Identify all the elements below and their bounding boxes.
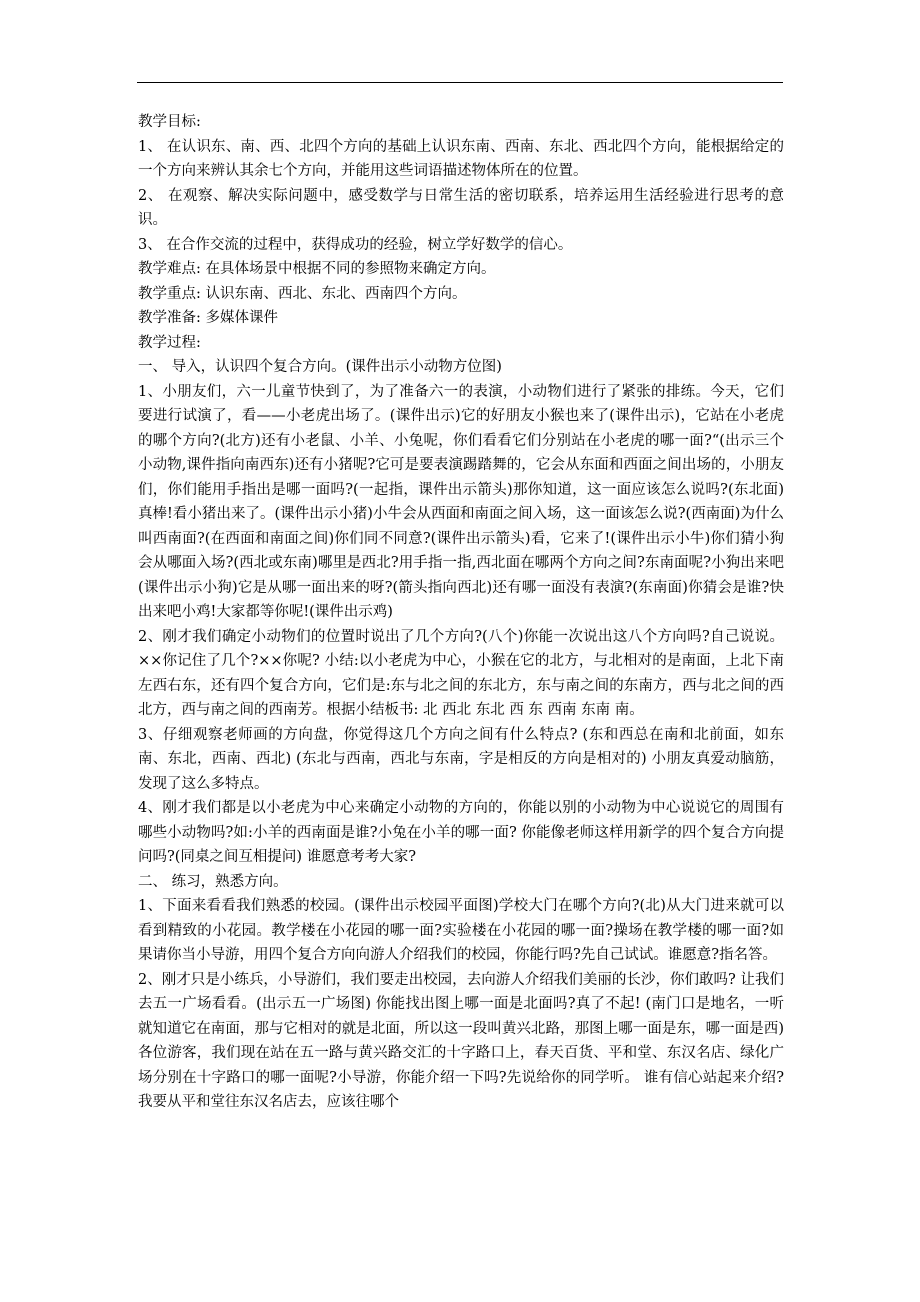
difficulty-line: 教学难点: 在具体场景中根据不同的参照物来确定方向。	[138, 261, 496, 277]
objective-3: 3、 在合作交流的过程中，获得成功的经验，树立学好数学的信心。	[138, 236, 573, 253]
focus-line: 教学重点: 认识东南、西北、东北、西南四个方向。	[138, 285, 467, 302]
preparation-line: 教学准备: 多媒体课件	[138, 310, 278, 326]
section-2-heading: 二、 练习，熟悉方向。	[138, 873, 288, 890]
header-rule	[137, 82, 783, 83]
document-body	[138, 110, 784, 1115]
objectives-heading: 教学目标:	[138, 114, 201, 130]
paragraph-1-4: 4、刚才我们都是以小老虎为中心来确定小动物的方向的，你能以别的小动物为中心说说它的周围有哪些小动物吗?如:小羊的西南面是谁?小兔在小羊的哪一面? 你能像老师这样用新学的四个复合方向提问吗?(同桌之间互相提问) 谁愿意考考大家?	[138, 800, 784, 865]
paragraph-1-2: 2、刚才我们确定小动物们的位置时说出了几个方向?(八个)你能一次说出这八个方向吗?自己说说。××你记住了几个?××你呢? 小结:以小老虎为中心，小猴在它的北方，与北相对的是南面，上北下南左西右东，还有四个复合方向，它们是:东与北之间的东北方，东与南之间的东南方，西与北之间的西北方，西与南之间的西南芳。根据小结板书: 北 西北 东北 西 东 西南 东南 南。	[138, 628, 784, 718]
section-1-heading: 一、 导入，认识四个复合方向。(课件出示小动物方位图)	[138, 359, 502, 375]
paragraph-1-3: 3、仔细观察老师画的方向盘，你觉得这几个方向之间有什么特点? (东和西总在南和北前面，如东南、东北，西南、西北) (东北与西南，西北与东南，字是相反的方向是相对的) 小朋友真爱动脑筋，发现了这么多特点。	[138, 726, 784, 792]
paragraph-2-1: 1、下面来看看我们熟悉的校园。(课件出示校园平面图)学校大门在哪个方向?(北)从大门进来就可以看到精致的小花园。教学楼在小花园的哪一面?实验楼在小花园的哪一面?操场在教学楼的哪一面?如果请你当小导游，用四个复合方向向游人介绍我们的校园，你能行吗?先自己试试。谁愿意?指名答。	[138, 898, 784, 963]
process-heading: 教学过程:	[138, 334, 201, 351]
objective-2: 2、 在观察、解决实际问题中，感受数学与日常生活的密切联系，培养运用生活经验进行思考的意识。	[138, 187, 784, 228]
paragraph-2-2: 2、刚才只是小练兵，小导游们，我们要走出校园，去向游人介绍我们美丽的长沙，你们敢吗? 让我们去五一广场看看。(出示五一广场图) 你能找出图上哪一面是北面吗?真了不起! (南门口是地名，一听就知道它在南面，那与它相对的就是北面，所以这一段叫黄兴北路，那图上哪一面是东，哪一面是西) 各位游客，我们现在站在五一路与黄兴路交汇的十字路口上，春天百货、平和堂、东汉名店、绿化广场分别在十字路口的哪一面呢?小导游，你能介绍一下吗?先说给你的同学听。 谁有信心站起来介绍? 我要从平和堂往东汉名店去，应该往哪个	[138, 971, 784, 1110]
objective-1: 1、 在认识东、南、西、北四个方向的基础上认识东南、西南、东北、西北四个方向，能根据给定的一个方向来辨认其余七个方向，并能用这些词语描述物体所在的位置。	[138, 138, 784, 179]
paragraph-1-1: 1、小朋友们，六一儿童节快到了，为了准备六一的表演，小动物们进行了紧张的排练。今天，它们要进行试演了，看——小老虎出场了。(课件出示)它的好朋友小猴也来了(课件出示)，它站在小老虎的哪个方向?(北方)还有小老鼠、小羊、小兔呢，你们看看它们分别站在小老虎的哪一面?“(出示三个小动物,课件指向南西东)还有小猪呢?它可是要表演踢踏舞的，它会从东面和西面之间出场的，小朋友们，你们能用手指出是哪一面吗?(一起指，课件出示箭头)那你知道，这一面应该怎么说吗?(东北面)真棒!看小猪出来了。(课件出示小猪)小牛会从西面和南面之间入场，这一面该怎么说?(西南面)为什么叫西南面?(在西面和南面之间)你们同不同意?(课件出示箭头)看，它来了!(课件出示小牛)你们猜小狗会从哪面入场?(西北或东南)哪里是西北?用手指一指,西北面在哪两个方向之间?东南面呢?小狗出来吧(课件出示小狗)它是从哪一面出来的呀?(箭头指向西北)还有哪一面没有表演?(东南面)你猜会是谁?快出来吧小鸡!大家都等你呢!(课件出示鸡)	[138, 383, 784, 620]
